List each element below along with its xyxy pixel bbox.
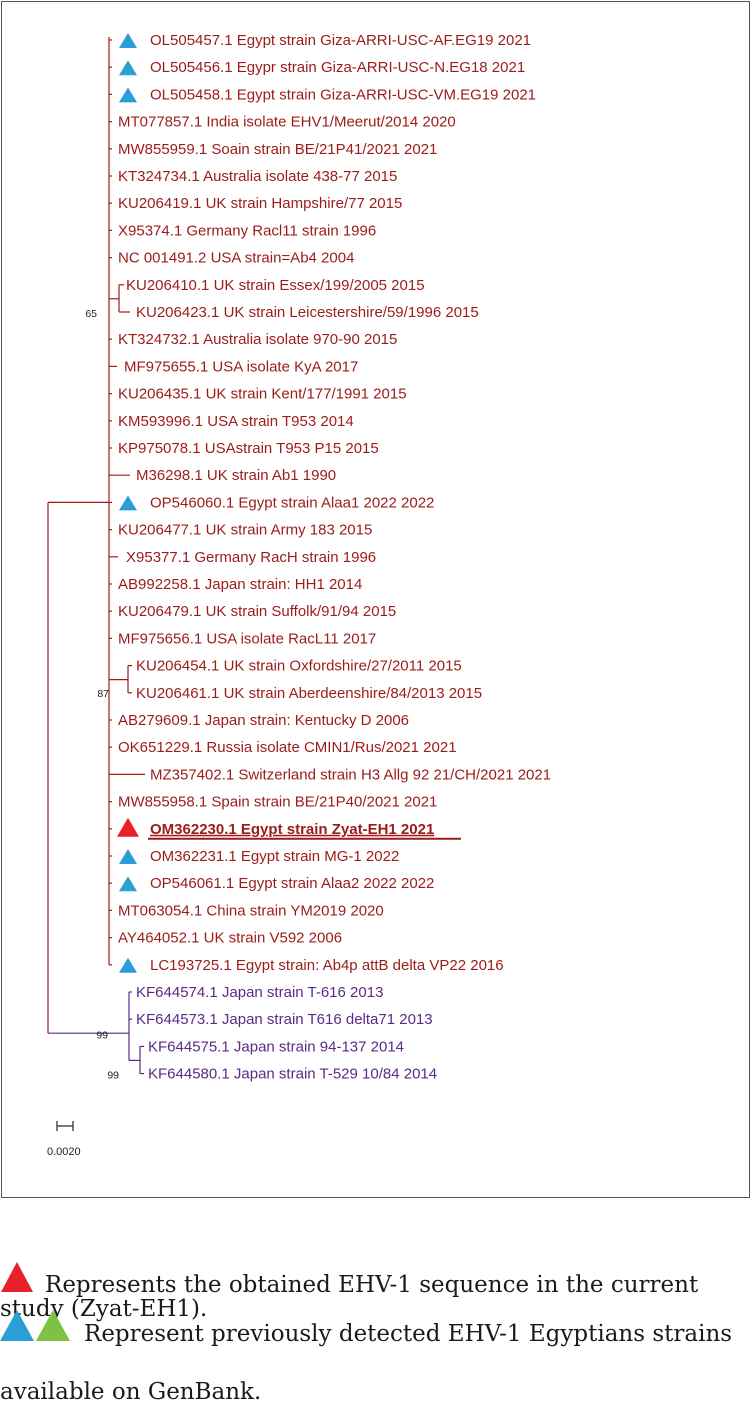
tree-leaf-label: MZ357402.1 Switzerland strain H3 Allg 92 21/CH/2021 2021 (150, 766, 552, 784)
legend-previous-strains (0, 1310, 756, 1349)
red-triangle-icon (117, 818, 139, 837)
tree-leaf-label: OK651229.1 Russia isolate CMIN1/Rus/2021 2021 (118, 739, 457, 757)
tree-leaf-label: OL505458.1 Egypt strain Giza-ARRI-USC-VM.EG19 2021 (150, 86, 537, 104)
tree-leaf-label: LC193725.1 Egypt strain: Ab4p attB delta VP22 2016 (150, 956, 504, 974)
tree-leaf-label: KU206419.1 UK strain Hampshire/77 2015 (118, 195, 403, 213)
green-triangle-icon (36, 1310, 70, 1341)
tree-leaf-label: KU206423.1 UK strain Leicestershire/59/1996 2015 (136, 304, 479, 321)
tree-leaf-label: KM593996.1 USA strain T953 2014 (118, 412, 354, 430)
blue-triangle-icon (119, 495, 137, 510)
red-triangle-icon (1, 1262, 33, 1292)
tree-leaf-label: OL505457.1 Egypt strain Giza-ARRI-USC-AF.EG19 2021 (150, 32, 532, 49)
blue-triangle-icon (119, 33, 137, 48)
bootstrap-value: 99 (96, 1029, 108, 1042)
legend-current-text-cont: study (Zyat-EH1). (0, 1296, 208, 1322)
tree-leaf-label: KU206461.1 UK strain Aberdeenshire/84/2013 2015 (136, 684, 483, 702)
blue-triangle-icon (119, 60, 137, 75)
legend-previous-strains-cont (0, 1377, 756, 1407)
tree-leaf-label: NC 001491.2 USA strain=Ab4 2004 (118, 249, 355, 267)
tree-leaf-label: KF644575.1 Japan strain 94-137 2014 (148, 1038, 405, 1056)
legend-current-text: Represents the obtained EHV-1 sequence in the current (45, 1272, 699, 1298)
tree-leaf-label: KU206410.1 UK strain Essex/199/2005 2015 (126, 276, 425, 294)
tree-leaf-label: AB992258.1 Japan strain: HH1 2014 (118, 576, 363, 593)
tree-leaf-label: M36298.1 UK strain Ab1 1990 (136, 467, 337, 485)
tree-leaf-label: KP975078.1 USAstrain T953 P15 2015 (118, 440, 379, 457)
tree-leaf-label: KT324732.1 Australia isolate 970-90 2015 (118, 331, 398, 349)
tree-leaf-label: OM362230.1 Egypt strain Zyat-EH1 2021 (150, 820, 435, 838)
blue-triangle-icon (119, 958, 137, 973)
tree-leaf-label: MW855958.1 Spain strain BE/21P40/2021 2021 (118, 793, 438, 811)
tree-leaf-label: KF644573.1 Japan strain T616 delta71 2013 (136, 1011, 433, 1029)
tree-leaf-label: MW855959.1 Soain strain BE/21P41/2021 2021 (118, 140, 438, 158)
blue-triangle-icon (119, 849, 137, 864)
bootstrap-value: 99 (107, 1069, 119, 1082)
tree-leaf-label: KF644580.1 Japan strain T-529 10/84 2014 (148, 1065, 438, 1083)
tree-leaf-label: MT063054.1 China strain YM2019 2020 (118, 902, 384, 920)
blue-triangle-icon (119, 876, 137, 891)
tree-leaf-label: KU206454.1 UK strain Oxfordshire/27/2011 2015 (136, 657, 462, 675)
scale-bar-label: 0.0020 (47, 1146, 81, 1158)
tree-leaf-label: AB279609.1 Japan strain: Kentucky D 2006 (118, 712, 410, 729)
legend-previous-text: Represent previously detected EHV-1 Egyptians strains (84, 1321, 733, 1347)
tree-leaf-label: KF644574.1 Japan strain T-616 2013 (136, 984, 384, 1001)
tree-leaf-label: MT077857.1 India isolate EHV1/Meerut/2014 2020 (118, 113, 456, 131)
tree-leaf-label: KU206479.1 UK strain Suffolk/91/94 2015 (118, 603, 397, 621)
tree-leaf-label: KU206477.1 UK strain Army 183 2015 (118, 521, 373, 539)
phylogenetic-tree (2, 2, 751, 1199)
tree-leaf-label: X95377.1 Germany RacH strain 1996 (126, 548, 377, 566)
tree-leaf-label: OL505456.1 Egypr strain Giza-ARRI-USC-N.EG18 2021 (150, 59, 526, 77)
blue-triangle-icon (119, 87, 137, 102)
tree-leaf-label: AY464052.1 UK strain V592 2006 (118, 929, 343, 947)
bootstrap-value: 65 (85, 308, 97, 320)
legend-previous-text-cont: available on GenBank. (0, 1379, 262, 1405)
tree-leaf-label: OM362231.1 Egypt strain MG-1 2022 (150, 848, 400, 865)
phylogenetic-tree-frame (1, 1, 750, 1198)
tree-leaf-label: KT324734.1 Australia isolate 438-77 2015 (118, 168, 398, 185)
tree-leaf-label: OP546061.1 Egypt strain Alaa2 2022 2022 (150, 875, 435, 893)
blue-triangle-icon (0, 1310, 34, 1341)
tree-leaf-label: MF975655.1 USA isolate KyA 2017 (124, 358, 359, 376)
tree-leaf-label: X95374.1 Germany Racl11 strain 1996 (118, 222, 377, 240)
bootstrap-value: 87 (97, 687, 109, 700)
tree-leaf-label: MF975656.1 USA isolate RacL11 2017 (118, 630, 377, 648)
tree-leaf-label: OP546060.1 Egypt strain Alaa1 2022 2022 (150, 494, 435, 512)
tree-leaf-label: KU206435.1 UK strain Kent/177/1991 2015 (118, 385, 407, 403)
